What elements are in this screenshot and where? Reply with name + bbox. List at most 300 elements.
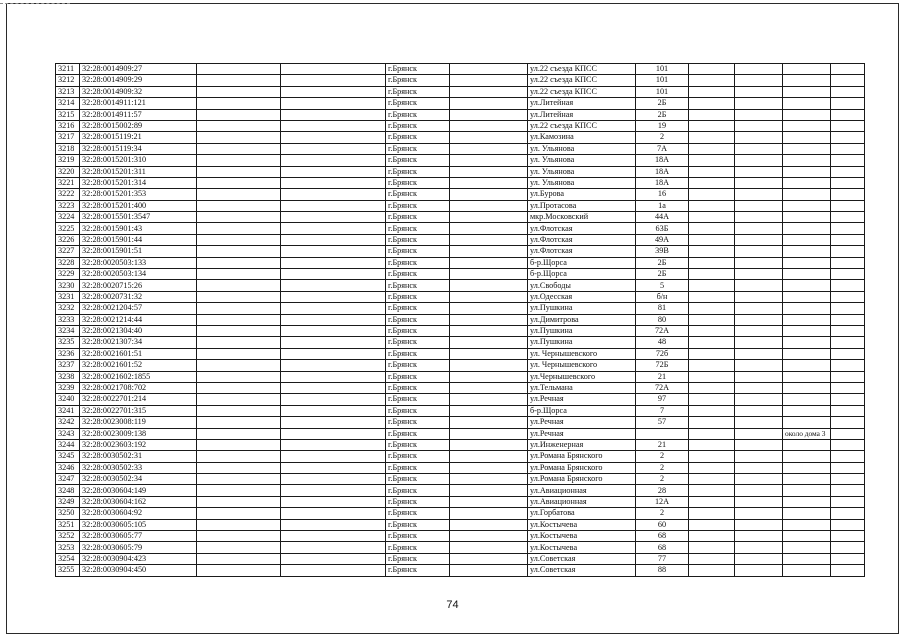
cadastral-number-cell: 32:28:0014909:32 (80, 86, 197, 97)
table-row (56, 519, 865, 530)
city-cell: г.Брянск (386, 86, 450, 97)
row-number-cell: 3255 (56, 565, 80, 576)
row-number-cell: 3216 (56, 120, 80, 131)
city-cell: г.Брянск (386, 166, 450, 177)
empty-cell (197, 98, 281, 109)
empty-cell (689, 314, 735, 325)
empty-cell (450, 462, 528, 473)
empty-cell (689, 439, 735, 450)
row-number-cell: 3237 (56, 360, 80, 371)
row-number-cell: 3219 (56, 155, 80, 166)
row-number-cell: 3242 (56, 417, 80, 428)
table-row (56, 439, 865, 450)
empty-cell (831, 474, 865, 485)
row-number-cell: 3244 (56, 439, 80, 450)
cadastral-number-cell: 32:28:0021204:57 (80, 303, 197, 314)
cadastral-number-cell: 32:28:0030605:77 (80, 531, 197, 542)
table-row (56, 212, 865, 223)
house-number-cell: 60 (636, 519, 689, 530)
empty-cell (689, 257, 735, 268)
city-cell: г.Брянск (386, 212, 450, 223)
registry-table-body (56, 64, 865, 577)
empty-cell (831, 234, 865, 245)
note-cell (783, 246, 831, 257)
empty-cell (831, 143, 865, 154)
row-number-cell: 3230 (56, 280, 80, 291)
row-number-cell: 3235 (56, 337, 80, 348)
street-cell: ул.Романа Брянского (528, 474, 636, 485)
note-cell (783, 565, 831, 576)
cadastral-number-cell: 32:28:0014911:57 (80, 109, 197, 120)
table-row (56, 360, 865, 371)
empty-cell (281, 360, 386, 371)
note-cell (783, 405, 831, 416)
street-cell: ул. Ульянова (528, 166, 636, 177)
note-cell (783, 553, 831, 564)
street-cell: ул. Чернышевского (528, 348, 636, 359)
cadastral-number-cell: 32:28:0030605:105 (80, 519, 197, 530)
row-number-cell: 3253 (56, 542, 80, 553)
empty-cell (689, 177, 735, 188)
row-number-cell: 3251 (56, 519, 80, 530)
empty-cell (689, 382, 735, 393)
empty-cell (450, 98, 528, 109)
empty-cell (450, 86, 528, 97)
street-cell: ул.Речная (528, 428, 636, 439)
note-cell (783, 348, 831, 359)
empty-cell (281, 565, 386, 576)
city-cell: г.Брянск (386, 75, 450, 86)
city-cell: г.Брянск (386, 542, 450, 553)
row-number-cell: 3231 (56, 291, 80, 302)
empty-cell (735, 177, 783, 188)
cadastral-number-cell: 32:28:0022701:214 (80, 394, 197, 405)
empty-cell (197, 394, 281, 405)
empty-cell (281, 177, 386, 188)
row-number-cell: 3222 (56, 189, 80, 200)
table-row (56, 269, 865, 280)
table-row (56, 405, 865, 416)
row-number-cell: 3252 (56, 531, 80, 542)
cadastral-number-cell: 32:28:0020715:26 (80, 280, 197, 291)
empty-cell (831, 166, 865, 177)
street-cell: ул. Ульянова (528, 155, 636, 166)
note-cell (783, 462, 831, 473)
note-cell (783, 417, 831, 428)
note-cell (783, 542, 831, 553)
row-number-cell: 3215 (56, 109, 80, 120)
table-row (56, 257, 865, 268)
empty-cell (281, 325, 386, 336)
empty-cell (735, 109, 783, 120)
street-cell: ул.Костычева (528, 542, 636, 553)
empty-cell (197, 189, 281, 200)
empty-cell (197, 337, 281, 348)
row-number-cell: 3240 (56, 394, 80, 405)
empty-cell (197, 508, 281, 519)
note-cell (783, 257, 831, 268)
empty-cell (197, 360, 281, 371)
table-row (56, 508, 865, 519)
house-number-cell: 2 (636, 451, 689, 462)
empty-cell (735, 314, 783, 325)
house-number-cell: 57 (636, 417, 689, 428)
house-number-cell: 2Б (636, 98, 689, 109)
note-cell (783, 519, 831, 530)
empty-cell (831, 280, 865, 291)
empty-cell (281, 314, 386, 325)
empty-cell (831, 120, 865, 131)
table-row (56, 371, 865, 382)
empty-cell (689, 542, 735, 553)
street-cell: ул.22 съезда КПСС (528, 86, 636, 97)
empty-cell (281, 508, 386, 519)
note-cell (783, 109, 831, 120)
note-cell (783, 223, 831, 234)
street-cell: ул.Авиационная (528, 485, 636, 496)
empty-cell (450, 75, 528, 86)
row-number-cell: 3214 (56, 98, 80, 109)
table-row (56, 531, 865, 542)
empty-cell (450, 177, 528, 188)
empty-cell (450, 553, 528, 564)
street-cell: ул.Пушкина (528, 325, 636, 336)
note-cell (783, 508, 831, 519)
empty-cell (281, 337, 386, 348)
empty-cell (281, 542, 386, 553)
empty-cell (831, 360, 865, 371)
row-number-cell: 3228 (56, 257, 80, 268)
empty-cell (197, 280, 281, 291)
empty-cell (831, 462, 865, 473)
note-cell (783, 337, 831, 348)
street-cell: ул.Пушкина (528, 303, 636, 314)
cadastral-number-cell: 32:28:0014909:29 (80, 75, 197, 86)
house-number-cell (636, 428, 689, 439)
city-cell: г.Брянск (386, 371, 450, 382)
note-cell (783, 439, 831, 450)
empty-cell (281, 303, 386, 314)
city-cell: г.Брянск (386, 223, 450, 234)
empty-cell (197, 439, 281, 450)
empty-cell (281, 553, 386, 564)
empty-cell (689, 234, 735, 245)
empty-cell (450, 212, 528, 223)
street-cell: б-р.Щорса (528, 269, 636, 280)
empty-cell (831, 246, 865, 257)
street-cell: ул.22 съезда КПСС (528, 120, 636, 131)
house-number-cell: 2 (636, 474, 689, 485)
empty-cell (197, 86, 281, 97)
empty-cell (197, 246, 281, 257)
empty-cell (831, 382, 865, 393)
street-cell: ул.Авиационная (528, 496, 636, 507)
table-row (56, 246, 865, 257)
note-cell (783, 496, 831, 507)
empty-cell (735, 291, 783, 302)
city-cell: г.Брянск (386, 291, 450, 302)
row-number-cell: 3254 (56, 553, 80, 564)
row-number-cell: 3229 (56, 269, 80, 280)
table-row (56, 314, 865, 325)
city-cell: г.Брянск (386, 565, 450, 576)
empty-cell (281, 291, 386, 302)
row-number-cell: 3217 (56, 132, 80, 143)
empty-cell (197, 382, 281, 393)
empty-cell (281, 257, 386, 268)
city-cell: г.Брянск (386, 360, 450, 371)
table-row (56, 428, 865, 439)
empty-cell (689, 189, 735, 200)
city-cell: г.Брянск (386, 120, 450, 131)
city-cell: г.Брянск (386, 314, 450, 325)
house-number-cell: 48 (636, 337, 689, 348)
city-cell: г.Брянск (386, 519, 450, 530)
empty-cell (281, 462, 386, 473)
table-row (56, 75, 865, 86)
street-cell: ул.Романа Брянского (528, 462, 636, 473)
table-row (56, 303, 865, 314)
street-cell: ул.Флотская (528, 246, 636, 257)
street-cell: ул. Ульянова (528, 143, 636, 154)
empty-cell (831, 542, 865, 553)
note-cell (783, 98, 831, 109)
empty-cell (689, 360, 735, 371)
house-number-cell: 44А (636, 212, 689, 223)
cadastral-number-cell: 32:28:0030502:33 (80, 462, 197, 473)
empty-cell (735, 86, 783, 97)
city-cell: г.Брянск (386, 98, 450, 109)
note-cell (783, 325, 831, 336)
empty-cell (735, 496, 783, 507)
house-number-cell: 16 (636, 189, 689, 200)
empty-cell (281, 234, 386, 245)
house-number-cell: 18А (636, 166, 689, 177)
table-row (56, 474, 865, 485)
empty-cell (197, 462, 281, 473)
house-number-cell: 81 (636, 303, 689, 314)
table-row (56, 143, 865, 154)
row-number-cell: 3224 (56, 212, 80, 223)
empty-cell (197, 417, 281, 428)
house-number-cell: 7 (636, 405, 689, 416)
note-cell (783, 86, 831, 97)
city-cell: г.Брянск (386, 462, 450, 473)
row-number-cell: 3241 (56, 405, 80, 416)
empty-cell (689, 371, 735, 382)
empty-cell (735, 212, 783, 223)
empty-cell (831, 439, 865, 450)
empty-cell (831, 485, 865, 496)
empty-cell (831, 531, 865, 542)
empty-cell (281, 64, 386, 75)
city-cell: г.Брянск (386, 394, 450, 405)
street-cell: ул.Речная (528, 394, 636, 405)
note-cell (783, 64, 831, 75)
city-cell: г.Брянск (386, 177, 450, 188)
empty-cell (197, 64, 281, 75)
cadastral-number-cell: 32:28:0015901:44 (80, 234, 197, 245)
empty-cell (281, 189, 386, 200)
empty-cell (735, 474, 783, 485)
empty-cell (689, 417, 735, 428)
city-cell: г.Брянск (386, 143, 450, 154)
note-cell (783, 531, 831, 542)
cadastral-number-cell: 32:28:0023603:192 (80, 439, 197, 450)
city-cell: г.Брянск (386, 451, 450, 462)
empty-cell (450, 394, 528, 405)
empty-cell (735, 143, 783, 154)
empty-cell (197, 553, 281, 564)
city-cell: г.Брянск (386, 132, 450, 143)
note-cell (783, 120, 831, 131)
empty-cell (450, 439, 528, 450)
empty-cell (831, 337, 865, 348)
row-number-cell: 3243 (56, 428, 80, 439)
note-cell (783, 303, 831, 314)
note-cell (783, 394, 831, 405)
note-cell (783, 360, 831, 371)
empty-cell (831, 223, 865, 234)
empty-cell (281, 531, 386, 542)
street-cell: б-р.Щорса (528, 405, 636, 416)
city-cell: г.Брянск (386, 439, 450, 450)
street-cell: ул.Костычева (528, 519, 636, 530)
note-cell (783, 200, 831, 211)
empty-cell (735, 200, 783, 211)
cadastral-number-cell: 32:28:0015901:43 (80, 223, 197, 234)
empty-cell (689, 280, 735, 291)
cadastral-number-cell: 32:28:0015501:3547 (80, 212, 197, 223)
street-cell: ул.Пушкина (528, 337, 636, 348)
empty-cell (831, 75, 865, 86)
empty-cell (735, 485, 783, 496)
empty-cell (281, 417, 386, 428)
table-row (56, 462, 865, 473)
row-number-cell: 3245 (56, 451, 80, 462)
empty-cell (197, 405, 281, 416)
empty-cell (197, 223, 281, 234)
note-cell (783, 75, 831, 86)
house-number-cell: 88 (636, 565, 689, 576)
note-cell (783, 177, 831, 188)
house-number-cell: 18А (636, 177, 689, 188)
empty-cell (831, 132, 865, 143)
cadastral-number-cell: 32:28:0021601:51 (80, 348, 197, 359)
empty-cell (831, 428, 865, 439)
street-cell: ул. Чернышевского (528, 360, 636, 371)
empty-cell (450, 474, 528, 485)
row-number-cell: 3218 (56, 143, 80, 154)
empty-cell (689, 394, 735, 405)
empty-cell (281, 428, 386, 439)
house-number-cell: 72А (636, 382, 689, 393)
empty-cell (197, 451, 281, 462)
scan-mark (0, 3, 70, 5)
table-row (56, 200, 865, 211)
city-cell: г.Брянск (386, 257, 450, 268)
table-row (56, 325, 865, 336)
empty-cell (831, 371, 865, 382)
empty-cell (689, 143, 735, 154)
street-cell: ул.Димитрова (528, 314, 636, 325)
empty-cell (831, 212, 865, 223)
empty-cell (689, 348, 735, 359)
empty-cell (450, 531, 528, 542)
registry-table (55, 63, 865, 577)
cadastral-number-cell: 32:28:0020731:32 (80, 291, 197, 302)
empty-cell (281, 405, 386, 416)
cadastral-number-cell: 32:28:0021601:52 (80, 360, 197, 371)
row-number-cell: 3212 (56, 75, 80, 86)
empty-cell (735, 394, 783, 405)
empty-cell (735, 542, 783, 553)
empty-cell (281, 212, 386, 223)
empty-cell (450, 485, 528, 496)
empty-cell (689, 246, 735, 257)
empty-cell (735, 234, 783, 245)
empty-cell (831, 200, 865, 211)
empty-cell (735, 246, 783, 257)
empty-cell (735, 382, 783, 393)
empty-cell (197, 474, 281, 485)
note-cell (783, 371, 831, 382)
house-number-cell: 5 (636, 280, 689, 291)
empty-cell (689, 337, 735, 348)
note-cell (783, 166, 831, 177)
empty-cell (735, 553, 783, 564)
empty-cell (281, 519, 386, 530)
empty-cell (281, 382, 386, 393)
empty-cell (831, 325, 865, 336)
empty-cell (450, 303, 528, 314)
house-number-cell: 2Б (636, 109, 689, 120)
empty-cell (735, 280, 783, 291)
empty-cell (281, 109, 386, 120)
empty-cell (197, 177, 281, 188)
empty-cell (831, 303, 865, 314)
empty-cell (450, 64, 528, 75)
street-cell: б-р.Щорса (528, 257, 636, 268)
row-number-cell: 3249 (56, 496, 80, 507)
empty-cell (831, 553, 865, 564)
row-number-cell: 3227 (56, 246, 80, 257)
city-cell: г.Брянск (386, 553, 450, 564)
empty-cell (197, 143, 281, 154)
cadastral-number-cell: 32:28:0030604:92 (80, 508, 197, 519)
house-number-cell: 72А (636, 325, 689, 336)
empty-cell (689, 508, 735, 519)
empty-cell (735, 428, 783, 439)
empty-cell (450, 314, 528, 325)
empty-cell (281, 200, 386, 211)
empty-cell (281, 223, 386, 234)
empty-cell (450, 257, 528, 268)
house-number-cell: 2 (636, 508, 689, 519)
city-cell: г.Брянск (386, 64, 450, 75)
cadastral-number-cell: 32:28:0015119:21 (80, 132, 197, 143)
empty-cell (281, 166, 386, 177)
table-row (56, 565, 865, 576)
street-cell: ул.Литейная (528, 109, 636, 120)
cadastral-number-cell: 32:28:0015901:51 (80, 246, 197, 257)
city-cell: г.Брянск (386, 474, 450, 485)
empty-cell (450, 200, 528, 211)
cadastral-number-cell: 32:28:0015201:311 (80, 166, 197, 177)
cadastral-number-cell: 32:28:0023008:119 (80, 417, 197, 428)
empty-cell (735, 303, 783, 314)
empty-cell (450, 120, 528, 131)
